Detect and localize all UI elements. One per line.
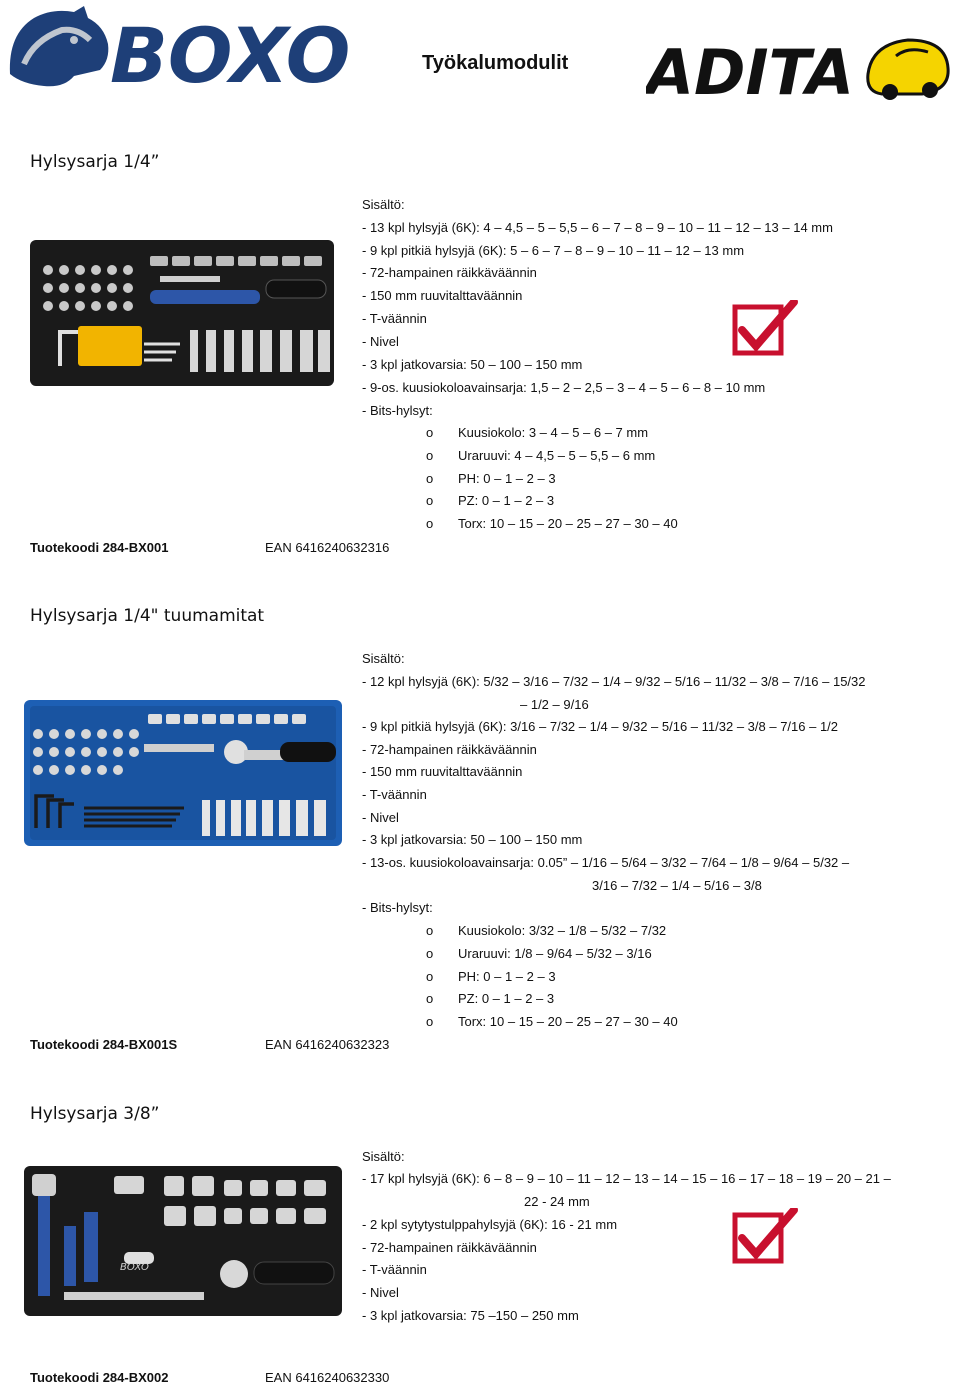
bits-item: Kuusiokolo: 3/32 – 1/8 – 5/32 – 7/32: [458, 923, 667, 938]
contents-label-1: Sisältö:: [362, 197, 405, 212]
product-image-bx001: [30, 240, 334, 386]
contents-line: - T-väännin: [362, 311, 427, 326]
bits-item: Torx: 10 – 15 – 20 – 25 – 27 – 30 – 40: [458, 516, 678, 531]
bullet: o: [426, 969, 434, 984]
contents-line: - 72-hampainen räikkäväännin: [362, 1240, 537, 1255]
adita-logo: [646, 34, 952, 100]
contents-line: - 3 kpl jatkovarsia: 75 –150 – 250 mm: [362, 1308, 579, 1323]
bullet: o: [426, 946, 434, 961]
product-code-1: Tuotekoodi 284-BX001: [30, 540, 169, 555]
contents-line: - 9-os. kuusiokoloavainsarja: 1,5 – 2 – 2,5 – 3 – 4 – 5 – 6 – 8 – 10 mm: [362, 380, 766, 395]
contents-line: - 9 kpl pitkiä hylsyjä (6K): 5 – 6 – 7 – 8 – 9 – 10 – 11 – 12 – 13 mm: [362, 243, 745, 258]
section-title-1: Hylsysarja 1/4”: [30, 152, 160, 172]
contents-line: - 150 mm ruuvitalttaväännin: [362, 764, 523, 779]
contents-line: - 72-hampainen räikkäväännin: [362, 265, 537, 280]
checkmark-icon: [732, 1208, 800, 1268]
boxo-logo: [4, 4, 354, 94]
contents-line: - 2 kpl sytytystulppahylsyjä (6K): 16 - 21 mm: [362, 1217, 618, 1232]
contents-label-2: Sisältö:: [362, 651, 405, 666]
contents-line: - Bits-hylsyt:: [362, 403, 433, 418]
bits-item: Uraruuvi: 4 – 4,5 – 5 – 5,5 – 6 mm: [458, 448, 656, 463]
bits-item: PH: 0 – 1 – 2 – 3: [458, 969, 556, 984]
tray-wordmark: BOXO: [120, 1262, 149, 1273]
bits-item: PZ: 0 – 1 – 2 – 3: [458, 493, 555, 508]
page-title: Työkalumodulit: [422, 52, 569, 74]
car-logo-icon: [868, 40, 948, 100]
contents-line: - Nivel: [362, 1285, 399, 1300]
product-image-bx002: [24, 1166, 342, 1316]
bullet: o: [426, 516, 434, 531]
bullet: o: [426, 448, 434, 463]
contents-line: - Nivel: [362, 810, 399, 825]
ean-code-3: EAN 6416240632330: [265, 1370, 390, 1385]
contents-line: - T-väännin: [362, 1262, 427, 1277]
bits-item: PZ: 0 – 1 – 2 – 3: [458, 991, 555, 1006]
rhino-logo-icon: [10, 6, 108, 86]
ean-code-2: EAN 6416240632323: [265, 1037, 390, 1052]
contents-line: – 1/2 – 9/16: [520, 697, 589, 712]
adita-wordmark: ADITA: [646, 36, 854, 100]
bits-item: Uraruuvi: 1/8 – 9/64 – 5/32 – 3/16: [458, 946, 652, 961]
contents-line: - 3 kpl jatkovarsia: 50 – 100 – 150 mm: [362, 357, 583, 372]
contents-line: 3/16 – 7/32 – 1/4 – 5/16 – 3/8: [592, 878, 762, 893]
bits-item: Torx: 10 – 15 – 20 – 25 – 27 – 30 – 40: [458, 1014, 678, 1029]
contents-line: - 9 kpl pitkiä hylsyjä (6K): 3/16 – 7/32 – 1/4 – 9/32 – 5/16 – 11/32 – 3/8 – 7/16 – 1/2: [362, 719, 839, 734]
contents-line: - Nivel: [362, 334, 399, 349]
bullet: o: [426, 1014, 434, 1029]
contents-line: - 17 kpl hylsyjä (6K): 6 – 8 – 9 – 10 – 11 – 12 – 13 – 14 – 15 – 16 – 17 – 18 – 19 – 20 – 21 –: [362, 1171, 891, 1186]
bits-item: Kuusiokolo: 3 – 4 – 5 – 6 – 7 mm: [458, 425, 649, 440]
bullet: o: [426, 471, 434, 486]
bullet: o: [426, 991, 434, 1006]
contents-line: - Bits-hylsyt:: [362, 900, 433, 915]
bullet: o: [426, 923, 434, 938]
boxo-wordmark: BOXO: [110, 11, 351, 94]
bullet: o: [426, 493, 434, 508]
contents-line: - 13-os. kuusiokoloavainsarja: 0.05” – 1/16 – 5/64 – 3/32 – 7/64 – 1/8 – 9/64 – 5/32 –: [362, 855, 850, 870]
contents-line: - 3 kpl jatkovarsia: 50 – 100 – 150 mm: [362, 832, 583, 847]
contents-line: 22 - 24 mm: [524, 1194, 590, 1209]
bits-item: PH: 0 – 1 – 2 – 3: [458, 471, 556, 486]
contents-line: - T-väännin: [362, 787, 427, 802]
product-code-3: Tuotekoodi 284-BX002: [30, 1370, 169, 1385]
contents-label-3: Sisältö:: [362, 1149, 405, 1164]
contents-line: - 150 mm ruuvitalttaväännin: [362, 288, 523, 303]
section-title-2: Hylsysarja 1/4" tuumamitat: [30, 606, 265, 626]
product-image-bx001s: [24, 700, 342, 846]
section-title-3: Hylsysarja 3/8”: [30, 1104, 160, 1124]
contents-line: - 12 kpl hylsyjä (6K): 5/32 – 3/16 – 7/32 – 1/4 – 9/32 – 5/16 – 11/32 – 3/8 – 7/16 – 15/32: [362, 674, 866, 689]
product-code-2: Tuotekoodi 284-BX001S: [30, 1037, 178, 1052]
contents-line: - 72-hampainen räikkäväännin: [362, 742, 537, 757]
contents-line: - 13 kpl hylsyjä (6K): 4 – 4,5 – 5 – 5,5 – 6 – 7 – 8 – 9 – 10 – 11 – 12 – 13 – 14 mm: [362, 220, 833, 235]
ean-code-1: EAN 6416240632316: [265, 540, 390, 555]
bullet: o: [426, 425, 434, 440]
checkmark-icon: [732, 300, 800, 360]
